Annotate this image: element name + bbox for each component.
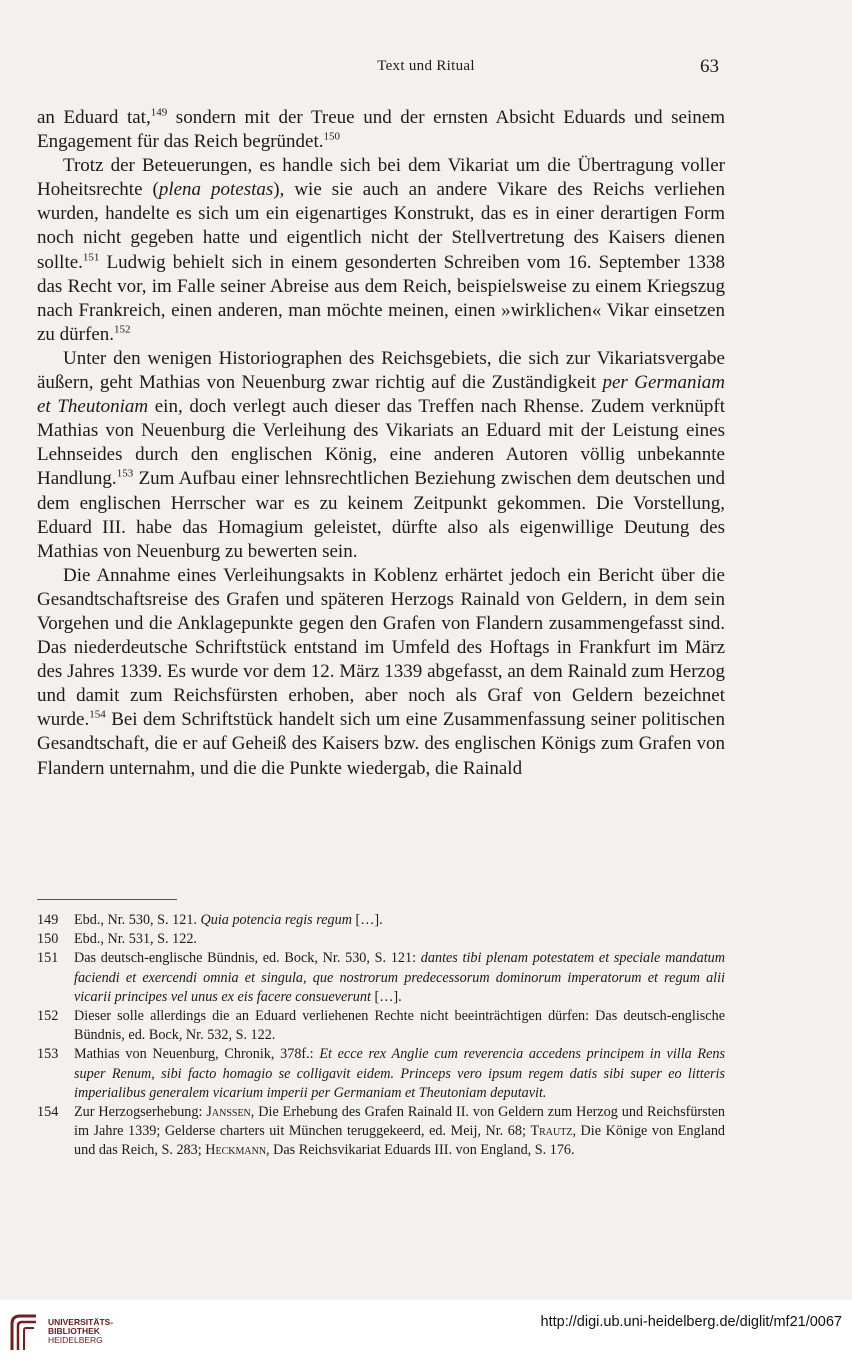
text: Trotz der Beteuerungen, es handle sich bei dem Vikariat um die Übertragung voller Hoheitsrechte ( bbox=[37, 155, 725, 201]
text: Mathias von Neuenburg, Chronik, 378f.: bbox=[74, 1046, 320, 1063]
footnote bbox=[37, 1045, 725, 1103]
library-name bbox=[48, 1318, 113, 1345]
text: , Das Reichsvikariat Eduards III. von England, S. 176. bbox=[266, 1142, 575, 1159]
footnotes bbox=[37, 911, 725, 1161]
footnote-number: 150 bbox=[37, 931, 59, 948]
paragraph-1 bbox=[37, 106, 725, 154]
footnote-ref[interactable]: 151 bbox=[82, 251, 100, 264]
text: , Die Erhebung des Grafen Rainald II. von Geldern zum Herzog und Reichsfürsten im Jahre 1339; Gelderse charters uit München teruggekeerd, ed. Meij, Nr. 68; bbox=[74, 1104, 725, 1140]
logo-line: UNIVERSITÄTS- bbox=[48, 1317, 114, 1327]
paragraph-4 bbox=[37, 564, 725, 781]
text: Die Annahme eines Verleihungsakts in Koblenz erhärtet jedoch ein Bericht über die Gesandtschaftsreise des Grafen und späteren Herzogs Rainald von Geldern, in dem sein Vorgehen und die Anklagepunkte gegen den Grafen von Flandern zusammengefasst sind. Das niederdeutsche Schriftstück entstand im Umfeld des Hoftags in Frankfurt im März des Jahres 1339. Es wurde vor dem 12. März 1339 abgefasst, an dem Rainald zum Herzog und damit zum Reichsfürsten erhoben, aber noch als Graf von Geldern bezeichnet wurde. bbox=[37, 564, 725, 731]
text: sondern mit der Treue und der ernsten Absicht Eduards und seinem Engagement für das Reich begründet. bbox=[37, 107, 725, 153]
paragraph-3 bbox=[37, 347, 725, 564]
logo-line: HEIDELBERG bbox=[48, 1335, 103, 1345]
author-name: Janssen bbox=[206, 1104, 251, 1121]
text: Ebd., Nr. 530, S. 121. bbox=[74, 912, 201, 928]
italic-text: Quia potencia regis regum bbox=[200, 912, 352, 928]
text: Unter den wenigen Historiographen des Reichsgebiets, die sich zur Vikariatsvergabe äußern, geht Mathias von Neuenburg zwar richtig auf die Zuständigkeit bbox=[37, 347, 725, 394]
text: Ebd., Nr. 531, S. 122. bbox=[74, 931, 197, 948]
text: […]. bbox=[351, 912, 383, 928]
footnote-ref[interactable]: 152 bbox=[114, 323, 131, 336]
library-logo-icon[interactable] bbox=[8, 1310, 40, 1354]
footnote-number: 153 bbox=[37, 1046, 59, 1063]
text: an Eduard tat, bbox=[37, 107, 151, 128]
text: ), wie sie auch an andere Vikare des Reichs verliehen wurden, handelte es sich um ein eigenartiges Konstrukt, das es in einer derartigen Form noch nicht gegeben hatte und eigentlich nicht der Stellvertretung des Kaisers dienen sollte. bbox=[37, 179, 725, 273]
main-text bbox=[37, 106, 725, 781]
footnote bbox=[37, 1007, 725, 1045]
footnote-ref[interactable]: 149 bbox=[150, 106, 168, 119]
permalink-url[interactable]: http://digi.ub.uni-heidelberg.de/diglit/mf21/0067 bbox=[540, 1314, 842, 1330]
footnote bbox=[37, 911, 725, 930]
italic-text: dantes tibi plenam potestatem et speciale mandatum faciendi et exercendi omnia et singula, que nostrorum predecessorum dominorum imperatorum et regum alii vicarii principes vel unus ex eis facere consueverunt bbox=[74, 950, 725, 1005]
text: Dieser solle allerdings die an Eduard verliehenen Rechte nicht beeinträchtigen dürfen: Das deutsch-englische Bündnis, ed. Bock, Nr. 532, S. 122. bbox=[74, 1008, 725, 1044]
paragraph-2 bbox=[37, 154, 725, 347]
footnote-ref[interactable]: 150 bbox=[323, 130, 340, 143]
author-name: Heckmann bbox=[205, 1142, 267, 1159]
running-head: Text und Ritual bbox=[377, 58, 475, 74]
library-footer bbox=[0, 1300, 852, 1362]
text: Zum Aufbau einer lehnsrechtlichen Beziehung zwischen dem deutschen und dem englischen Herrscher war es zu keinem Zeitpunkt gekommen. Die Vorstellung, Eduard III. habe das Homagium geleistet, dürfte also als eigenwillige Deutung des Mathias von Neuenburg zu bewerten sein. bbox=[37, 468, 725, 562]
footnote-ref[interactable]: 154 bbox=[89, 709, 106, 722]
text: Das deutsch-englische Bündnis, ed. Bock, Nr. 530, S. 121: bbox=[74, 950, 421, 967]
text: Bei dem Schriftstück handelt sich um eine Zusammenfassung seiner politischen Gesandtschaft, die er auf Geheiß des Kaisers bzw. des englischen Königs zum Grafen von Flandern unternahm, und die die Punkte wiedergab, die Rainald bbox=[37, 709, 725, 779]
text: , Die Könige von England und das Reich, S. 283; bbox=[74, 1123, 726, 1159]
italic-text: plena potestas bbox=[158, 179, 274, 201]
footnote-number: 151 bbox=[37, 950, 59, 967]
footnote bbox=[37, 930, 725, 949]
footnote-ref[interactable]: 153 bbox=[116, 468, 134, 481]
author-name: Trautz bbox=[530, 1123, 573, 1140]
page-number: 63 bbox=[700, 56, 719, 77]
footnote bbox=[37, 949, 725, 1007]
text: Zur Herzogserhebung: bbox=[74, 1104, 207, 1121]
text: ein, doch verlegt auch dieser das Treffen nach Rhense. Zudem verknüpft Mathias von Neuenburg die Verleihung des Vikariats an Eduard mit der Leistung eines Lehnseides durch den englischen König, eine anderen Autoren völlig unbekannte Handlung. bbox=[37, 396, 725, 490]
italic-text: Et ecce rex Anglie cum reverencia accedens principem in villa Rens super Renum, sibi facto homagio se colligavit eidem. Princeps vero ipsum regem datis sibi super eo litteris imperialibus generalem vicarium imperii per Germaniam et Theutoniam deputavit. bbox=[74, 1046, 726, 1101]
footnote bbox=[37, 1103, 725, 1161]
footnote-number: 152 bbox=[37, 1008, 59, 1025]
text: Ludwig behielt sich in einem gesonderten Schreiben vom 16. September 1338 das Recht vor, im Falle seiner Abreise aus dem Reich, beispielsweise zu einem Kriegszug nach Frankreich, einen anderen, man möchte meinen, einen »wirklichen« Vikar einsetzen zu dürfen. bbox=[37, 251, 725, 345]
logo-line: BIBLIOTHEK bbox=[48, 1326, 100, 1336]
footnote-number: 149 bbox=[37, 912, 59, 928]
italic-text: per Germaniam et Theutoniam bbox=[37, 372, 725, 418]
text: […]. bbox=[370, 988, 402, 1005]
footnote-divider bbox=[37, 899, 177, 900]
footnote-number: 154 bbox=[37, 1104, 59, 1121]
